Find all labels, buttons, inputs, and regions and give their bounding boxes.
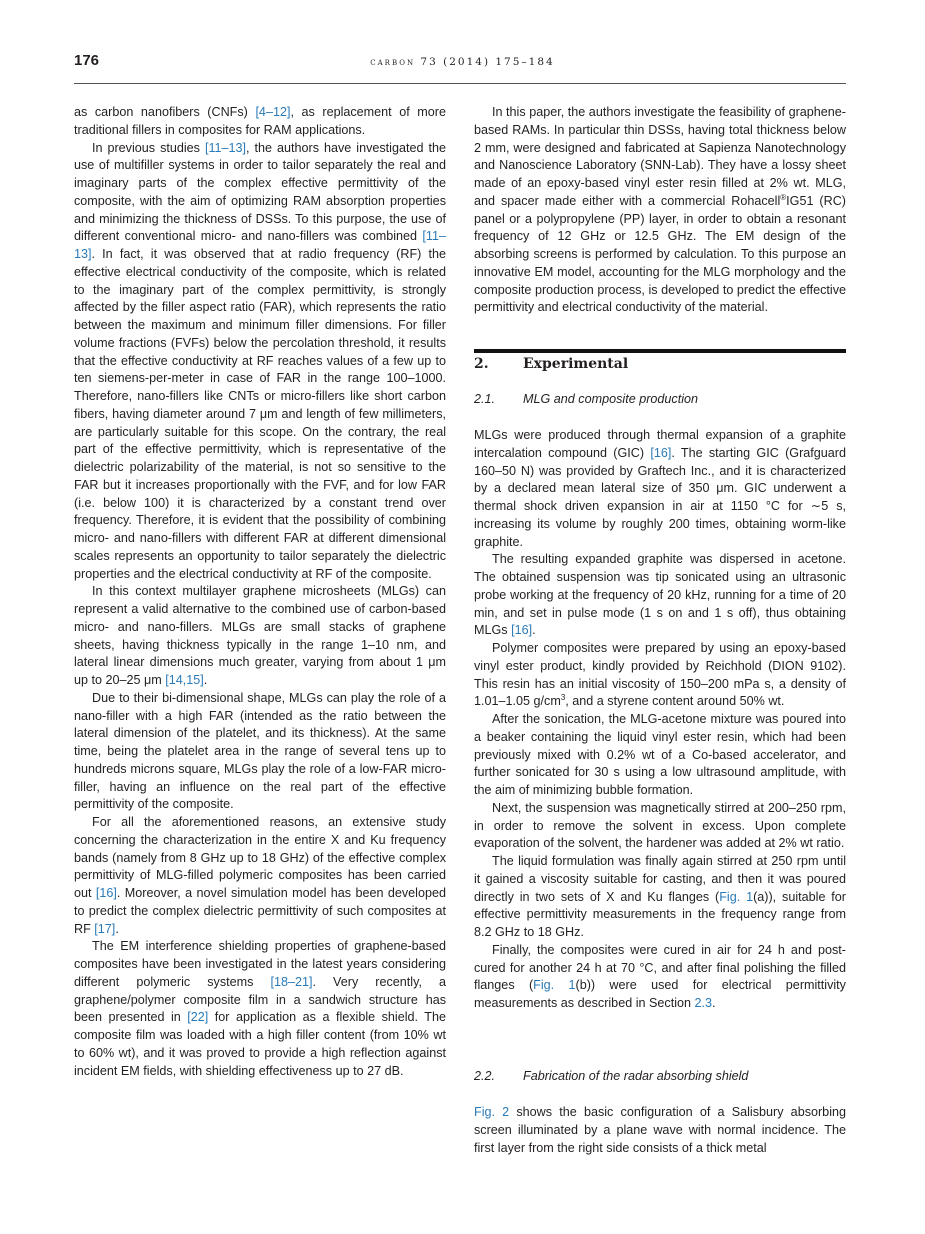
citation-link[interactable]: [22] bbox=[187, 1010, 209, 1025]
citation-link[interactable]: [14,15] bbox=[165, 673, 204, 687]
citation-link[interactable]: [16] bbox=[95, 886, 117, 900]
paragraph: Polymer composites were prepared by using an epoxy-based vinyl ester product, kindly provided by Reichhold (DION 9102). This resin has an initial viscosity of 150–200 mPa s, a density of 1.01–1.05 $g/cm^3$, and a styrene content around 50% wt. bbox=[474, 641, 846, 709]
paragraph: The resulting expanded graphite was dispersed in acetone. The obtained suspension was tip sonicated using an ultrasonic probe working at the frequency of 20 kHz, running for a time of 20 min, and set in pulse mode (1 s on and 1 s off), thus obtaining MLGs [16]. bbox=[474, 552, 846, 638]
citation-link[interactable]: Fig. 1 bbox=[719, 889, 754, 904]
citation-link[interactable]: [11–13] bbox=[74, 229, 446, 261]
paragraph: Next, the suspension was magnetically stirred at 200–250 rpm, in order to remove the solvent in excess. Upon complete evaporation of the solvent, the hardener was added at 2% wt ratio. bbox=[474, 800, 846, 851]
paragraph: In this paper, the authors investigate the feasibility of graphene-based RAMs. In particular thin DSSs, having total thickness below 2 mm, were designed and fabricated at Sapienza Nanotechnology and Nanoscience Laboratory (SNN-Lab). They have a lossy sheet made of an epoxy-based vinyl ester resin filled at 2% wt. MLG, and spacer made either with a commercial Rohacell®IG51 (RC) panel or a polypropylene (PP) layer, in order to obtain a resonant frequency of 12 GHz or 12.5 GHz. The EM design of the absorbing screens is performed by calculation. To this purpose an innovative EM model, accounting for the MLG morphology and the composite production process, is developed to predict the effective permittivity and electrical conductivity of the material. bbox=[474, 105, 846, 315]
section-number: 2. bbox=[474, 356, 489, 372]
left-column bbox=[74, 104, 446, 1080]
subsection-heading-2-1 bbox=[474, 392, 698, 406]
paragraph: For all the aforementioned reasons, an extensive study concerning the characterization in the entire X and Ku frequency bands (namely from 8 GHz up to 18 GHz) of the effective complex permittivity of MLG-filled polymeric composites has been carried out [16]. Moreover, a novel simulation model has been developed to predict the complex dielectric permittivity of such composites at RF [17]. bbox=[74, 815, 446, 936]
subsection-number: 2.2. bbox=[474, 1069, 496, 1083]
section-heading bbox=[474, 356, 628, 372]
paragraph: In previous studies [11–13], the authors have investigated the use of multifiller systems in order to tailor separately the real and imaginary parts of the complex effective permittivity of the composite, with the aim of optimizing RAM absorption properties and minimizing the thickness of DSSs. To this purpose, the use of different conventional micro- and nano-fillers was combined [11–13]. In fact, it was observed that at radio frequency (RF) the effective electrical conductivity of the composite, which is related to the imaginary part of the complex permittivity, is strongly affected by the filler aspect ratio (FAR), which represents the ratio between the maximum and minimum filler dimensions. For filler volume fractions (FVFs) below the percolation threshold, it results that the effective conductivity at RF reaches values of a few up to ten siemens-per-meter in case of FAR in the range 100–1000. Therefore, nano-fillers like CNTs or micro-fillers like short carbon fibers, having diameter around 7 μm and length of few millimeters, are particularly suitable for this scope. On the contrary, the real part of the effective permittivity, which is representative of the dielectric polarizability of the material, is not so sensitive to the FAR but it increases proportionally with the FVF, and for low FAR (i.e. below 100) it is characterized by a constant trend over frequency. Therefore, it is evident that the possibility of combining micro- and nano-fillers with different FAR at different dimensional scales represents an opportunity to tailor separately the dielectric properties and the electrical conductivity at RF of the composite. bbox=[74, 140, 446, 581]
header-divider bbox=[74, 83, 846, 84]
citation-link[interactable]: [18–21] bbox=[270, 974, 313, 989]
paragraph: The liquid formulation was finally again stirred at 250 rpm until it gained a viscosity suitable for casting, and then it was poured directly in two sets of X and Ku flanges (Fig. 1(a)), suitable for effective permittivity measurements in the frequency range from 8.2 GHz to 18 GHz. bbox=[474, 854, 846, 939]
paragraph: In this context multilayer graphene microsheets (MLGs) can represent a valid alternative to the combined use of carbon-based micro- and nano-fillers. MLGs are small stacks of graphene sheets, having thickness typically in the range 1–10 nm, and lateral linear dimensions much greater, varying from about 1 μm up to 20–25 μm [14,15]. bbox=[74, 584, 446, 687]
paragraph: Fig. 2 shows the basic configuration of a Salisbury absorbing screen illuminated by a plane wave with normal incidence. The first layer from the right side consists of a thick metal bbox=[474, 1105, 846, 1155]
paragraph: The EM interference shielding properties of graphene-based composites have been investigated in the latest years considering different polymeric systems [18–21]. Very recently, a graphene/polymer composite film in a sandwich structure has been presented in [22] for application as a flexible shield. The composite film was loaded with a high filler content (from 10% wt to 60% wt), and it was proved to provide a high reflection against incident EM fields, with shielding effectiveness up to 27 dB. bbox=[74, 939, 446, 1078]
section-title: Experimental bbox=[523, 356, 629, 372]
section-divider bbox=[474, 349, 846, 353]
citation-link[interactable]: [16] bbox=[650, 445, 672, 460]
right-column-sub1 bbox=[474, 427, 846, 1013]
paragraph: MLGs were produced through thermal expansion of a graphite intercalation compound (GIC) [16]. The starting GIC (Grafguard 160–50 N) was provided by Graftech Inc., and it is characterized by a declared mean lateral size of 350 μm. GIC underwent a thermal shock driven expansion in air at 1150 °C for ∼5 s, increasing its volume by roughly 200 times, obtaining worm-like graphite. bbox=[474, 428, 846, 549]
citation-link[interactable]: [17] bbox=[94, 921, 116, 936]
paragraph: as carbon nanofibers (CNFs) [4–12], as replacement of more traditional fillers in composites for RAM applications. bbox=[74, 105, 446, 137]
citation-link[interactable]: [4–12] bbox=[255, 105, 291, 119]
subsection-title: Fabrication of the radar absorbing shield bbox=[523, 1069, 749, 1083]
citation-link[interactable]: [16] bbox=[511, 623, 533, 638]
citation-link[interactable]: Fig. 2 bbox=[474, 1105, 510, 1119]
superscript: ® bbox=[780, 192, 787, 202]
citation-link[interactable]: 2.3 bbox=[694, 996, 713, 1010]
right-column-intro bbox=[474, 104, 846, 317]
subsection-title: MLG and composite production bbox=[523, 392, 699, 406]
superscript: 3 bbox=[560, 693, 566, 703]
paragraph: Due to their bi-dimensional shape, MLGs can play the role of a nano-filler with a high FAR (intended as the ratio between the lateral dimension of the platelet, and its thickness). At the same time, being the platelet area in the range of several tens up to hundreds microns square, MLGs play the role of a low-FAR micro-filler, having an influence on the real part of the effective permittivity of the composite. bbox=[74, 690, 446, 812]
citation-link[interactable]: [11–13] bbox=[204, 140, 247, 155]
citation-link[interactable]: Fig. 1 bbox=[533, 978, 576, 993]
page-number: 176 bbox=[74, 52, 100, 69]
subsection-heading-2-2 bbox=[474, 1069, 748, 1083]
subsection-number: 2.1. bbox=[474, 392, 496, 406]
paragraph: After the sonication, the MLG-acetone mixture was poured into a beaker containing the liquid vinyl ester resin, which had been previously mixed with 0.2% wt of a Co-based accelerator, and further sonicated for 30 s using a low ultrasound amplitude, with the aim of minimizing bubble formation. bbox=[474, 712, 846, 797]
paragraph: Finally, the composites were cured in air for 24 h and post-cured for another 24 h at 70 °C, and after final polishing the filled flanges (Fig. 1(b)) were used for electrical permittivity measurements as described in Section 2.3. bbox=[474, 942, 846, 1010]
right-column-sub2 bbox=[474, 1104, 846, 1157]
running-header: carbon 73 (2014) 175–184 bbox=[370, 56, 555, 68]
